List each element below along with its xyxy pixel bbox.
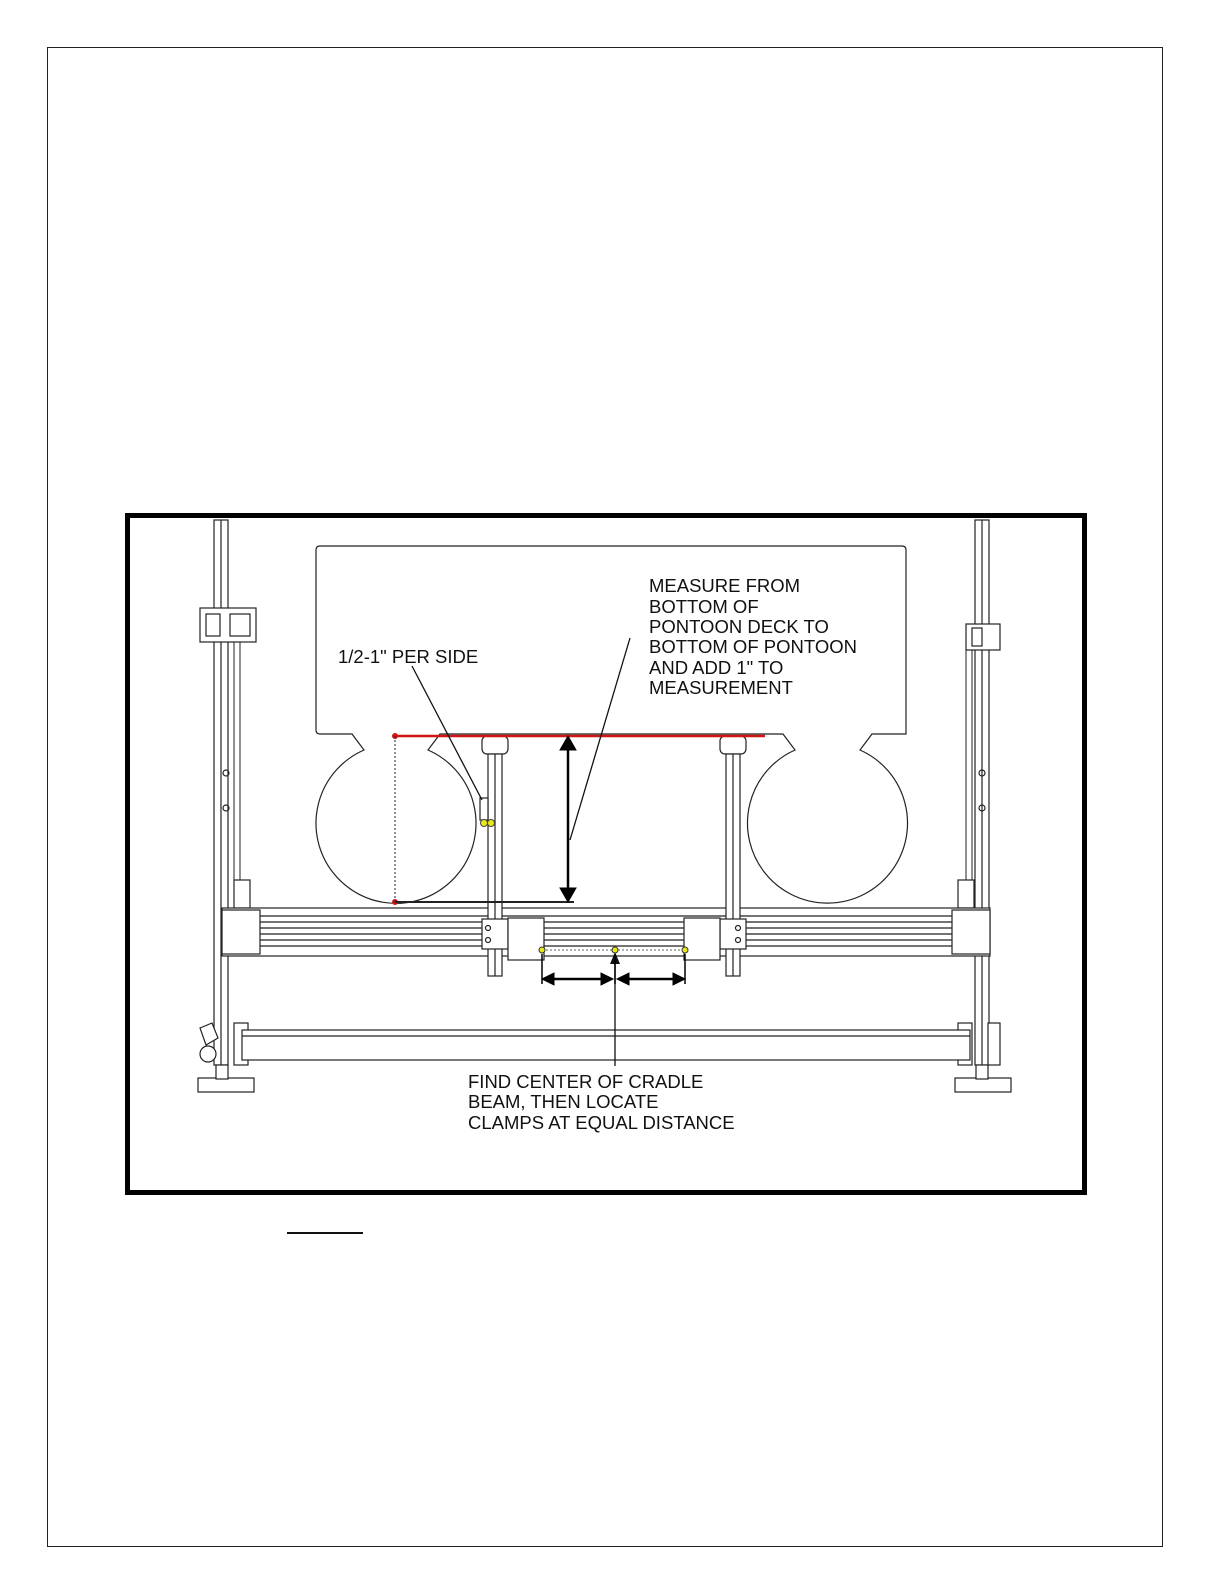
center-callout-line: CLAMPS AT EQUAL DISTANCE	[468, 1112, 735, 1133]
measure-callout-line: BOTTOM OF PONTOON	[649, 636, 857, 657]
right-lift-post	[955, 520, 1011, 1092]
callout-leaders	[412, 638, 630, 1066]
measure-callout-line: PONTOON DECK TO	[649, 616, 829, 637]
right-clamp-assembly	[684, 736, 746, 976]
lift-diagram-frame	[125, 513, 1087, 1195]
caption-underline	[287, 1232, 363, 1234]
measure-callout-line: BOTTOM OF	[649, 596, 759, 617]
pontoon-boat-outline	[316, 546, 908, 903]
measure-callout-line: MEASUREMENT	[649, 677, 793, 698]
lower-cross-beam	[242, 1030, 970, 1060]
cradle-beam	[222, 908, 990, 956]
left-lift-post	[198, 520, 256, 1092]
deck-reference-line	[392, 733, 765, 905]
center-callout-line: BEAM, THEN LOCATE	[468, 1091, 659, 1112]
measure-callout-line: MEASURE FROM	[649, 575, 801, 596]
center-callout	[468, 1071, 735, 1133]
per-side-callout: 1/2-1" PER SIDE	[338, 646, 479, 667]
depth-measurement-arrow	[560, 736, 576, 902]
center-callout-line: FIND CENTER OF CRADLE	[468, 1071, 704, 1092]
measure-callout	[649, 575, 862, 698]
pontoon-lift-diagram	[130, 518, 1082, 1190]
measure-callout-line: AND ADD 1" TO	[649, 657, 784, 678]
left-clamp-assembly	[480, 736, 544, 976]
